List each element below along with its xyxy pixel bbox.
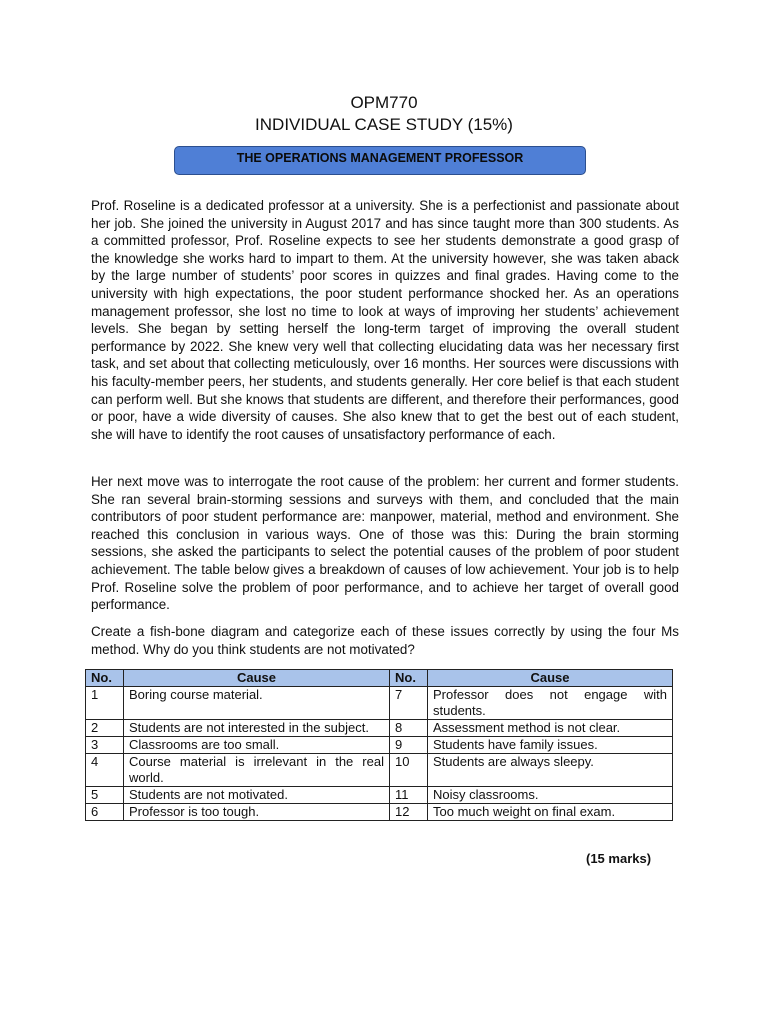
header-no-left: No.	[86, 670, 124, 687]
cell-cause-left: Classrooms are too small.	[124, 737, 390, 754]
cell-cause-left: Boring course material.	[124, 687, 390, 720]
table-row	[86, 754, 673, 787]
header-cause-right: Cause	[428, 670, 673, 687]
cell-no-left: 4	[86, 754, 124, 787]
case-title-banner: THE OPERATIONS MANAGEMENT PROFESSOR	[174, 146, 586, 175]
cell-no-right: 8	[390, 720, 428, 737]
table-row	[86, 804, 673, 821]
table-header-row	[86, 670, 673, 687]
causes-table	[85, 669, 673, 821]
header-cause-left: Cause	[124, 670, 390, 687]
course-code: OPM770	[350, 93, 418, 112]
cell-no-right: 12	[390, 804, 428, 821]
cell-no-left: 3	[86, 737, 124, 754]
cell-cause-right: Professor does not engage with students.	[428, 687, 673, 720]
cell-cause-right: Students are always sleepy.	[428, 754, 673, 787]
paragraph-intro: Prof. Roseline is a dedicated professor at a university. She is a perfectionist and passionate about her job. She joined the university in August 2017 and has since taught more than 300 students. As a committed professor, Prof. Roseline expects to see her students demonstrate a good grasp of the knowledge she works hard to impart to them. At the university however, she was taken aback by the large number of students’ poor scores in quizzes and final grades. Having come to the university with high expectations, the poor student performance shocked her. As an operations management professor, she lost no time to look at ways of improving her students’ achievement levels. She began by setting herself the long-term target of improving the overall student performance by 2022. She knew very well that collecting elucidating data was her necessary first task, and set about that collecting meticulously, over 16 months. Her sources were discussions with his faculty-member peers, her students, and students generally. Her core belief is that each student can perform well. But she knows that students are different, and therefore their performances, good or poor, have a wide diversity of causes. She also knew that to get the best out of each student, she will have to identify the root causes of unsatisfactory performance of each.	[91, 198, 679, 442]
table-row	[86, 720, 673, 737]
paragraph-task: Create a fish-bone diagram and categorize each of these issues correctly by using the four Ms method. Why do you think students are not motivated?	[91, 624, 679, 657]
header-no-right: No.	[390, 670, 428, 687]
cell-cause-right: Students have family issues.	[428, 737, 673, 754]
cell-cause-right: Noisy classrooms.	[428, 787, 673, 804]
paragraph-root-cause: Her next move was to interrogate the root cause of the problem: her current and former students. She ran several brain-storming sessions and surveys with them, and concluded that the main contributors of poor student performance are: manpower, material, method and environment. She reached this conclusion in various ways. One of those was this: During the brain storming sessions, she asked the participants to select the potential causes of the problem of poor student achievement. The table below gives a breakdown of causes of low achievement. Your job is to help Prof. Roseline solve the problem of poor performance, and to achieve her target of overall good performance.	[91, 474, 679, 613]
cell-cause-left: Students are not motivated.	[124, 787, 390, 804]
cell-cause-right: Assessment method is not clear.	[428, 720, 673, 737]
cell-cause-left: Course material is irrelevant in the real world.	[124, 754, 390, 787]
cell-cause-right: Too much weight on final exam.	[428, 804, 673, 821]
cell-cause-left: Students are not interested in the subject.	[124, 720, 390, 737]
cell-no-right: 9	[390, 737, 428, 754]
cell-no-left: 5	[86, 787, 124, 804]
table-row	[86, 737, 673, 754]
table-row	[86, 687, 673, 720]
cell-no-left: 6	[86, 804, 124, 821]
table-row	[86, 787, 673, 804]
marks-label: (15 marks)	[586, 851, 652, 866]
cell-no-left: 1	[86, 687, 124, 720]
assignment-title: INDIVIDUAL CASE STUDY (15%)	[255, 115, 513, 134]
cell-cause-left: Professor is too tough.	[124, 804, 390, 821]
cell-no-right: 10	[390, 754, 428, 787]
cell-no-right: 7	[390, 687, 428, 720]
cell-no-left: 2	[86, 720, 124, 737]
cell-no-right: 11	[390, 787, 428, 804]
